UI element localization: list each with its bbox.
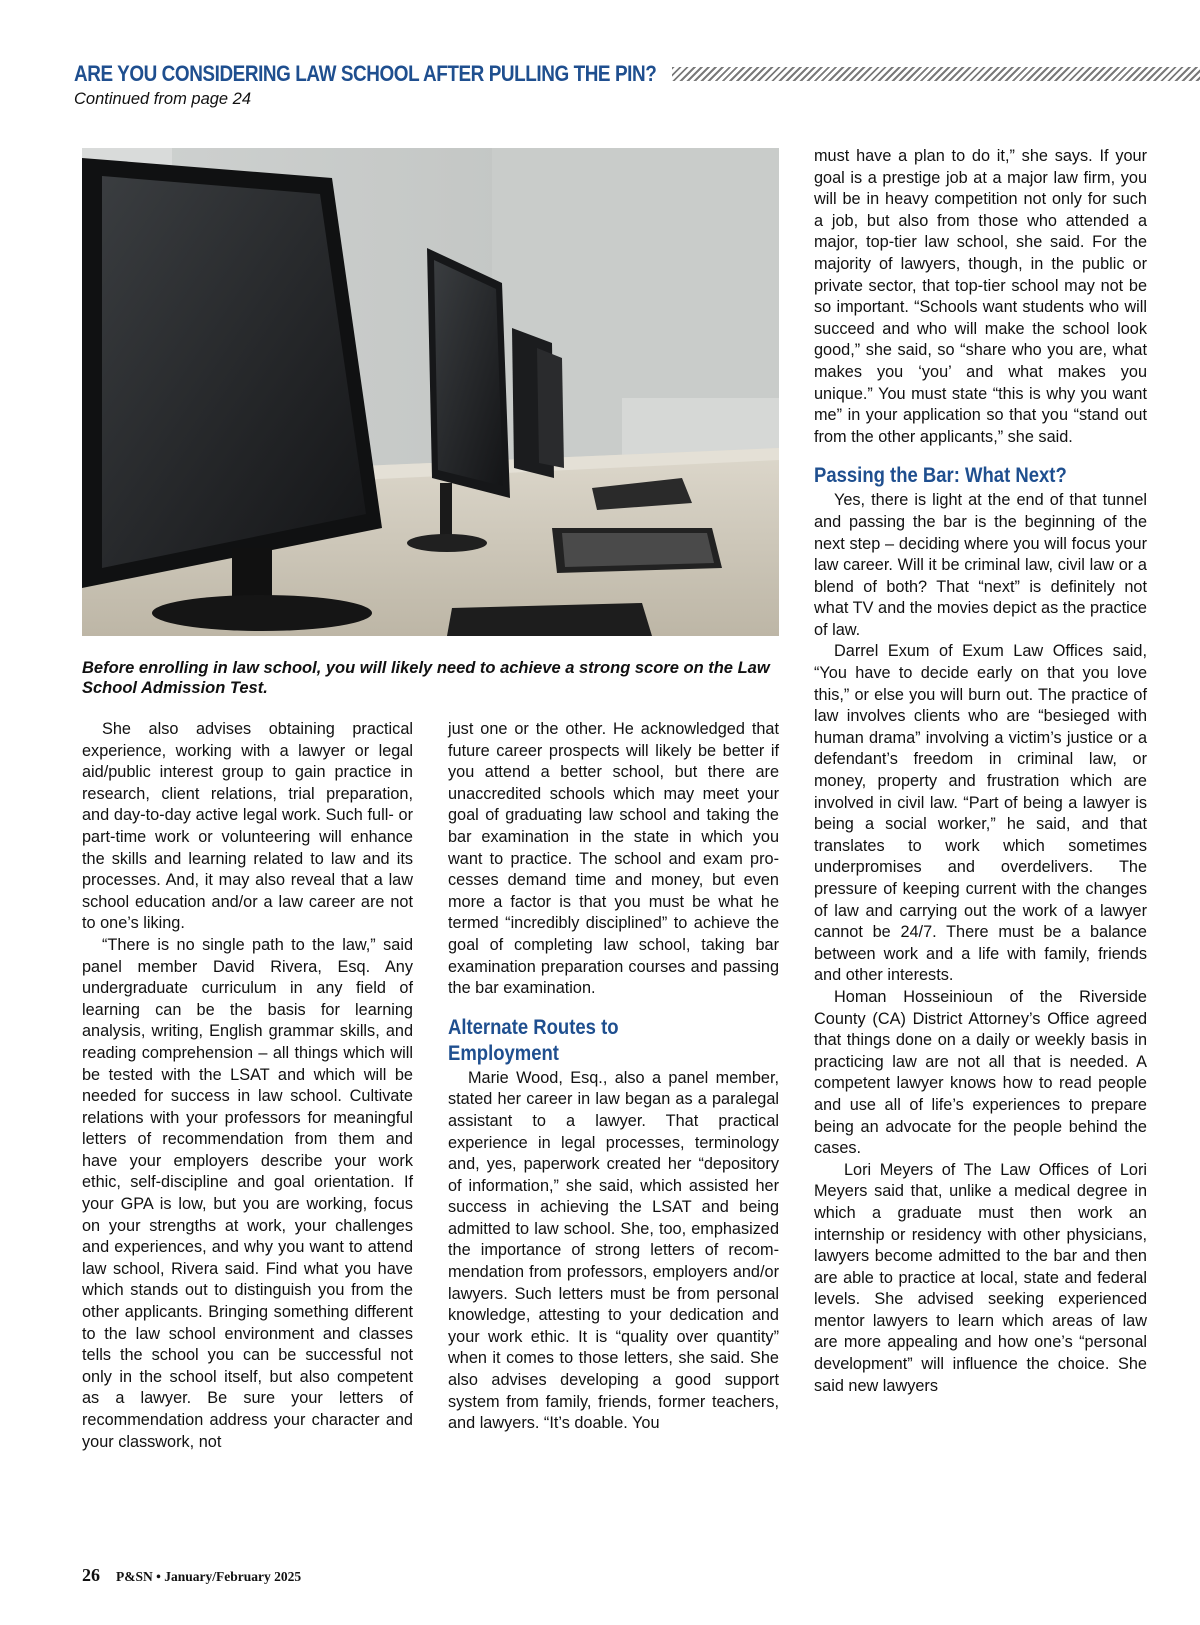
col3-paragraph-2: Darrel Exum of Exum Law Offices said, “You have to decide early on that you love this,” or else you will burn out. The practice of law involves clients who are “besieged with human drama” involving a victim’s justice or a defendant’s freedom in criminal law, or money, property and frustration which are involved in civil law. “Part of being a lawyer is being a social worker,” he said, and that translates to work which sometimes underpromises and overdelivers. The pressure of keeping current with the changes of law and carrying out the work of a lawyer cannot be 24/7. There must be a balance between work and a life with family, friends and other interests. [814,642,1147,985]
continued-from-note: Continued from page 24 [74,90,252,108]
page-footer [82,1565,301,1586]
col1-paragraph-1: She also advises obtaining practical experience, working with a lawyer or legal aid/public interest group to gain practice in research, client relations, trial preparation, and day-to-day active legal work. Such full- or part-time work or volunteering will enhance the skills and learning related to law and its processes. And, it may also reveal that a law school education and/or a law career are not to one’s liking. [82,720,413,933]
subhead-line-1: Alternate Routes to [448,1014,619,1039]
publication-line: P&SN • January/February 2025 [116,1569,302,1584]
column-1 [82,719,413,1453]
photo-caption: Before enrolling in law school, you will likely need to achieve a strong score on the Law School Admission Test. [82,659,770,697]
col3-paragraph-1: Yes, there is light at the end of that tunnel and passing the bar is the beginning of the next step – deciding where you will focus your law career. Will it be criminal law, civil law or a blend of both? That “next” is definitely not what TV and the movies depict as the practice of law. [814,491,1147,639]
headline: ARE YOU CONSIDERING LAW SCHOOL AFTER PULLING THE PIN? [74,61,657,86]
col2-continuation: just one or the other. He acknowledged that future career prospects will likely be better if you attend a better school, but there are unaccredited schools which may meet your goal of graduating law school and taking the bar examination in the state in which you want to practice. The school and exam processes demand time and money, but even more a factor is that you must be what he termed “incredibly disciplined” to achieve the goal of completing law school, taking bar examination preparation courses and passing the bar examination. [448,720,779,998]
col3-continuation: must have a plan to do it,” she says. If your goal is a prestige job at a major law firm, you will be in heavy competition not only for such a job, but also from those who attended a major, top-tier law school, she said. For the majority of lawyers, though, in the public or private sector, that top-tier school may not be so important. “Schools want students who will succeed and who will make the school look good,” she said, so “share who you are, what makes you ‘you’ and what makes you unique.” You must state “this is why you want me” in your application so that you “stand out from the other applicants,” she said. [814,147,1147,446]
subhead-line-2: Employment [448,1040,559,1065]
article-header [74,62,1200,86]
col2-paragraph: Marie Wood, Esq., also a panel member, stated her career in law began as a paralegal assistant to a lawyer. That practical experience in legal processes, terminology and, yes, paperwork created her “depository of information,” she said, which assisted her success in achieving the LSAT and being admitted to law school. She, too, emphasized the importance of strong letters of recommendation from professors, employers and/or lawyers. Such letters must be from personal knowledge, attesting to your dedication and your work ethic. It is “quality over quantity” when it comes to those letters, she said. She also advises developing a good support system from family, friends, former teachers, and lawyers. “It’s doable. You [448,1068,779,1433]
col1-paragraph-2: “There is no single path to the law,” said panel member David Rivera, Esq. Any undergraduate curriculum in any field of learning can be the basis for learning analysis, writing, English grammar skills, and reading comprehension – all things which will be tested with the LSAT and which will be needed for success in law school. Cultivate relations with your professors for meaningful letters of recommendation from them and have your employers describe your work ethic, self-discipline and goal orientation. If your GPA is low, but you are working, focus on your strengths at work, your challenges and experiences, and why you want to attend law school, Rivera said. Find what you have which stands out to distinguish you from the other applicants. Bringing something different to the law school environment and classes tells the school you can be successful not only in the school itself, but also competent as a lawyer. Be sure your letters of recommendation address your character and your classwork, not [82,935,413,1451]
computer-lab-photo [82,148,779,636]
subhead-passing-the-bar: Passing the Bar: What Next? [814,463,1067,488]
photo-illustration [82,148,779,636]
page-number: 26 [82,1565,100,1585]
col3-paragraph-3: Homan Hosseinioun of the Riverside County (CA) District Attorney’s Office agreed that things done on a daily or weekly basis in practicing law are not all that is needed. A competent lawyer knows how to read people and use all of life’s experiences to prepare being an advocate for the people behind the cases. [814,987,1147,1158]
decorative-hatch-rule [672,67,1200,81]
col3-paragraph-4: Lori Meyers of The Law Offices of Lori Meyers said that, unlike a medical degree in which a graduate must then work an internship or residency with other physicians, lawyers become admitted to the bar and then are able to practice at local, state and federal levels. She advised seeking experienced mentor lawyers to learn which areas of law are more appealing and how one’s “personal development” will influence the choice. She said new lawyers [814,1160,1147,1395]
column-2 [448,719,779,1435]
column-3 [814,146,1147,1397]
subhead-alternate-routes [448,1014,733,1066]
